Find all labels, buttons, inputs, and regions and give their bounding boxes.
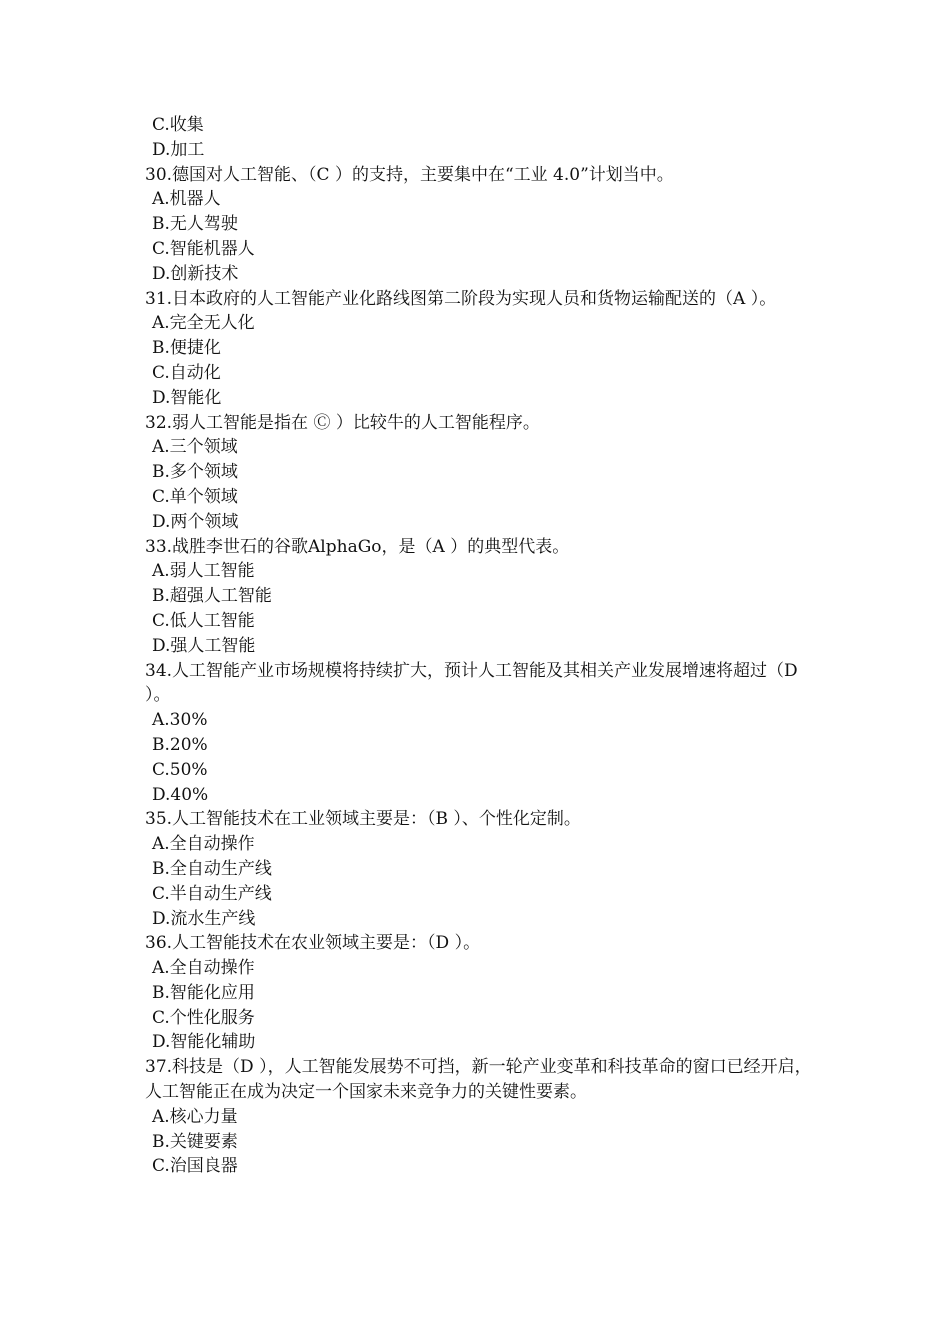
option: A.机器人	[152, 189, 221, 210]
option: C.个性化服务	[152, 1007, 255, 1028]
option: C.50%	[152, 759, 208, 780]
question-35	[145, 807, 815, 931]
option: D.两个领域	[152, 511, 239, 532]
option: C.自动化	[152, 362, 221, 383]
option: B.智能化应用	[152, 982, 255, 1003]
option: B.关键要素	[152, 1131, 238, 1152]
question-text: 34.人工智能产业市场规模将持续扩大，预计人工智能及其相关产业发展增速将超过（D ）。	[145, 660, 798, 706]
question-36	[145, 931, 815, 1055]
option: B.20%	[152, 734, 208, 755]
option: B.全自动生产线	[152, 858, 272, 879]
question-text: 31.日本政府的人工智能产业化路线图第二阶段为实现人员和货物运输配送的（A ）。	[145, 288, 777, 309]
option: D.流水生产线	[152, 908, 256, 929]
option: B.多个领域	[152, 462, 238, 483]
option: C.收集	[152, 115, 204, 135]
question-text: 37.科技是（D ），人工智能发展势不可挡，新一轮产业变革和科技革命的窗口已经开启，人工智能正在成为决定一个国家未来竞争力的关键性要素。	[145, 1057, 812, 1103]
option: C.半自动生产线	[152, 883, 272, 904]
option: B.超强人工智能	[152, 586, 272, 607]
option: B.便捷化	[152, 338, 221, 359]
document-content	[145, 113, 815, 1179]
option: D.智能化辅助	[152, 1032, 256, 1053]
option: D.40%	[152, 784, 209, 805]
question-text: 32.弱人工智能是指在 Ⓒ ）比较牛的人工智能程序。	[145, 412, 540, 433]
leading-options	[145, 113, 815, 163]
question-text: 30.德国对人工智能、（C ）的支持，主要集中在“工业 4.0”计划当中。	[145, 164, 674, 185]
question-33	[145, 535, 815, 659]
option: A.弱人工智能	[152, 561, 255, 582]
question-34	[145, 659, 815, 808]
option: A.三个领域	[152, 437, 238, 458]
option: A.核心力量	[152, 1106, 238, 1127]
question-text: 33.战胜李世石的谷歌AlphaGo，是（A ）的典型代表。	[145, 536, 570, 557]
option: A.30%	[152, 710, 208, 731]
option: D.智能化	[152, 387, 222, 408]
option: D.创新技术	[152, 263, 239, 284]
option: C.单个领域	[152, 486, 238, 507]
question-text: 35.人工智能技术在工业领域主要是：（B ）、个性化定制。	[145, 809, 581, 830]
option: C.治国良器	[152, 1156, 238, 1177]
option: D.强人工智能	[152, 635, 256, 656]
option: B.无人驾驶	[152, 214, 238, 235]
option: A.完全无人化	[152, 313, 255, 334]
question-37	[145, 1055, 815, 1179]
option: D.加工	[152, 139, 205, 160]
option: C.智能机器人	[152, 238, 255, 259]
question-30	[145, 163, 815, 287]
option: A.全自动操作	[152, 834, 255, 855]
question-31	[145, 287, 815, 411]
question-32	[145, 411, 815, 535]
question-text: 36.人工智能技术在农业领域主要是：（D ）。	[145, 933, 481, 954]
option: C.低人工智能	[152, 610, 255, 631]
option: A.全自动操作	[152, 958, 255, 979]
